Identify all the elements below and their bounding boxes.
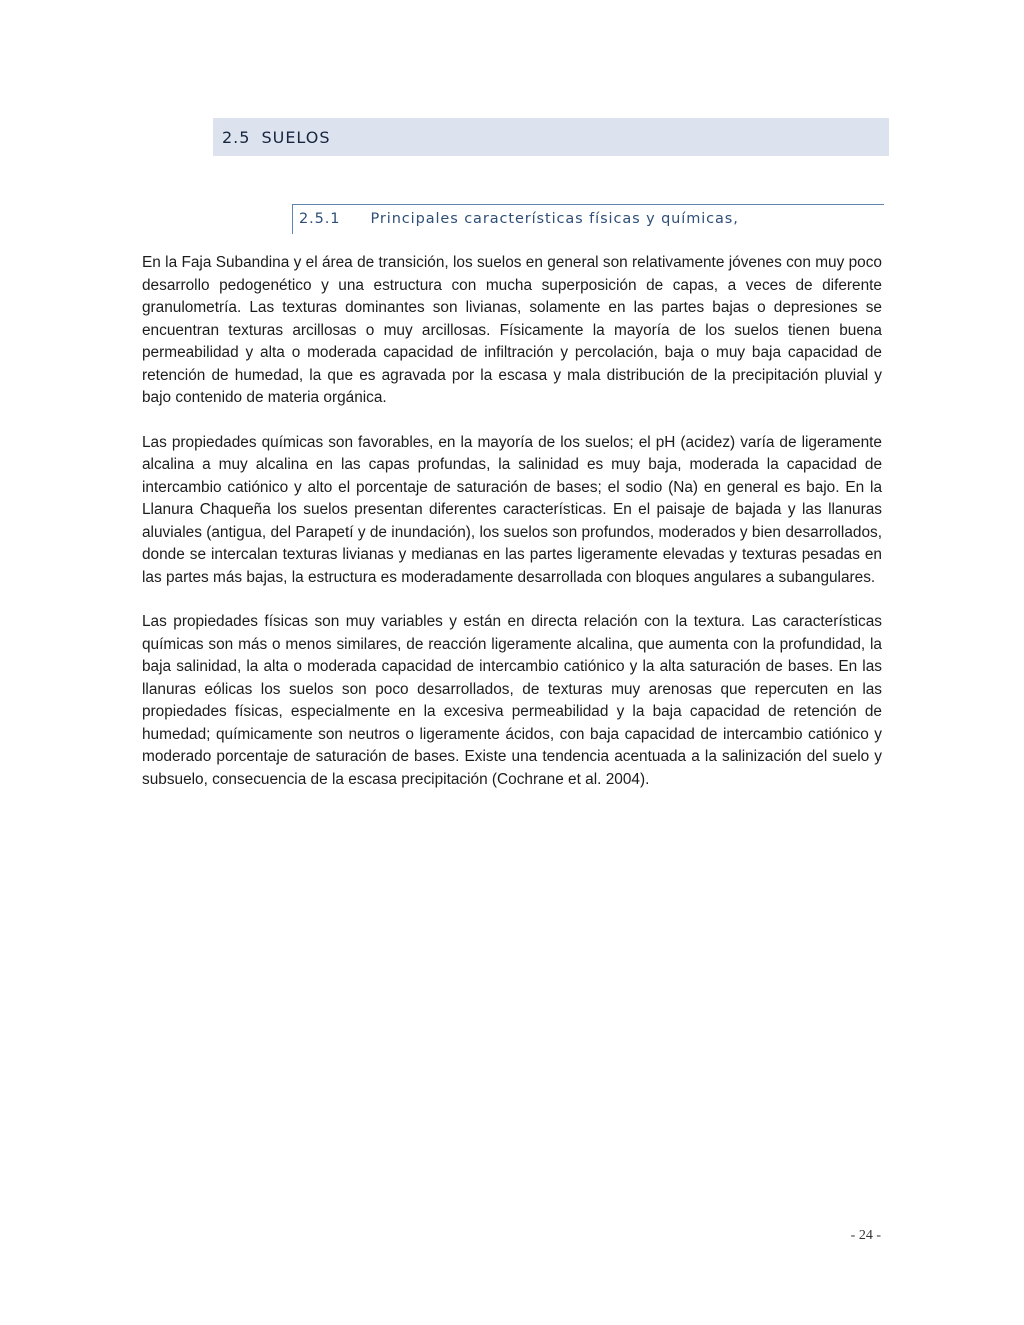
section-heading [213, 118, 889, 156]
paragraph-1: En la Faja Subandina y el área de transición, los suelos en general son relativamente jóvenes con muy poco desarrollo pedogenético y una estructura con mucha superposición de capas, a veces de diferente granulometría. Las texturas dominantes son livianas, solamente en las partes bajas o depresiones se encuentran texturas arcillosas o muy arcillosas. Físicamente la mayoría de los suelos tienen buena permeabilidad y alta o moderada capacidad de infiltración y percolación, baja o muy baja capacidad de retención de humedad, la que es agravada por la escasa y mala distribución de la precipitación pluvial y bajo contenido de materia orgánica. [142, 254, 882, 406]
paragraph-2: Las propiedades químicas son favorables, en la mayoría de los suelos; el pH (acidez) varía de ligeramente alcalina a muy alcalina en las capas profundas, la salinidad es muy baja, moderada la capacidad de intercambio catiónico y alto el porcentaje de saturación de bases; el sodio (Na) en general es bajo. En la Llanura Chaqueña los suelos presentan diferentes características. En el paisaje de bajada y las llanuras aluviales (antigua, del Parapetí y de inundación), los suelos son profundos, moderados y bien desarrollados, donde se intercalan texturas livianas y medianas en las partes ligeramente elevadas y texturas pesadas en las partes más bajas, la estructura es moderadamente desarrollada con bloques angulares a subangulares. [142, 433, 882, 586]
subsection-number: 2.5.1 [299, 211, 341, 227]
section-number: 2.5 [222, 127, 251, 147]
subsection-title: Principales características físicas y químicas, [370, 211, 739, 227]
page-number: - 24 - [850, 1228, 881, 1243]
body-text [142, 252, 882, 813]
subsection-heading [292, 204, 884, 234]
section-title: SUELOS [261, 127, 331, 147]
paragraph-3: Las propiedades físicas son muy variables y están en directa relación con la textura. Las características químicas son más o menos similares, de reacción ligeramente alcalina, que aumenta con la profundidad, la baja salinidad, la alta o moderada capacidad de intercambio catiónico y la alta saturación de bases. En las llanuras eólicas los suelos son poco desarrollados, de texturas muy arenosas que repercuten en las propiedades físicas, especialmente en la excesiva permeabilidad y la baja capacidad de retención de humedad; químicamente son neutros o ligeramente ácidos, con baja capacidad de intercambio catiónico y moderado porcentaje de saturación de bases. Existe una tendencia acentuada a la salinización del suelo y subsuelo, consecuencia de la escasa precipitación (Cochrane et al. 2004). [142, 613, 882, 788]
